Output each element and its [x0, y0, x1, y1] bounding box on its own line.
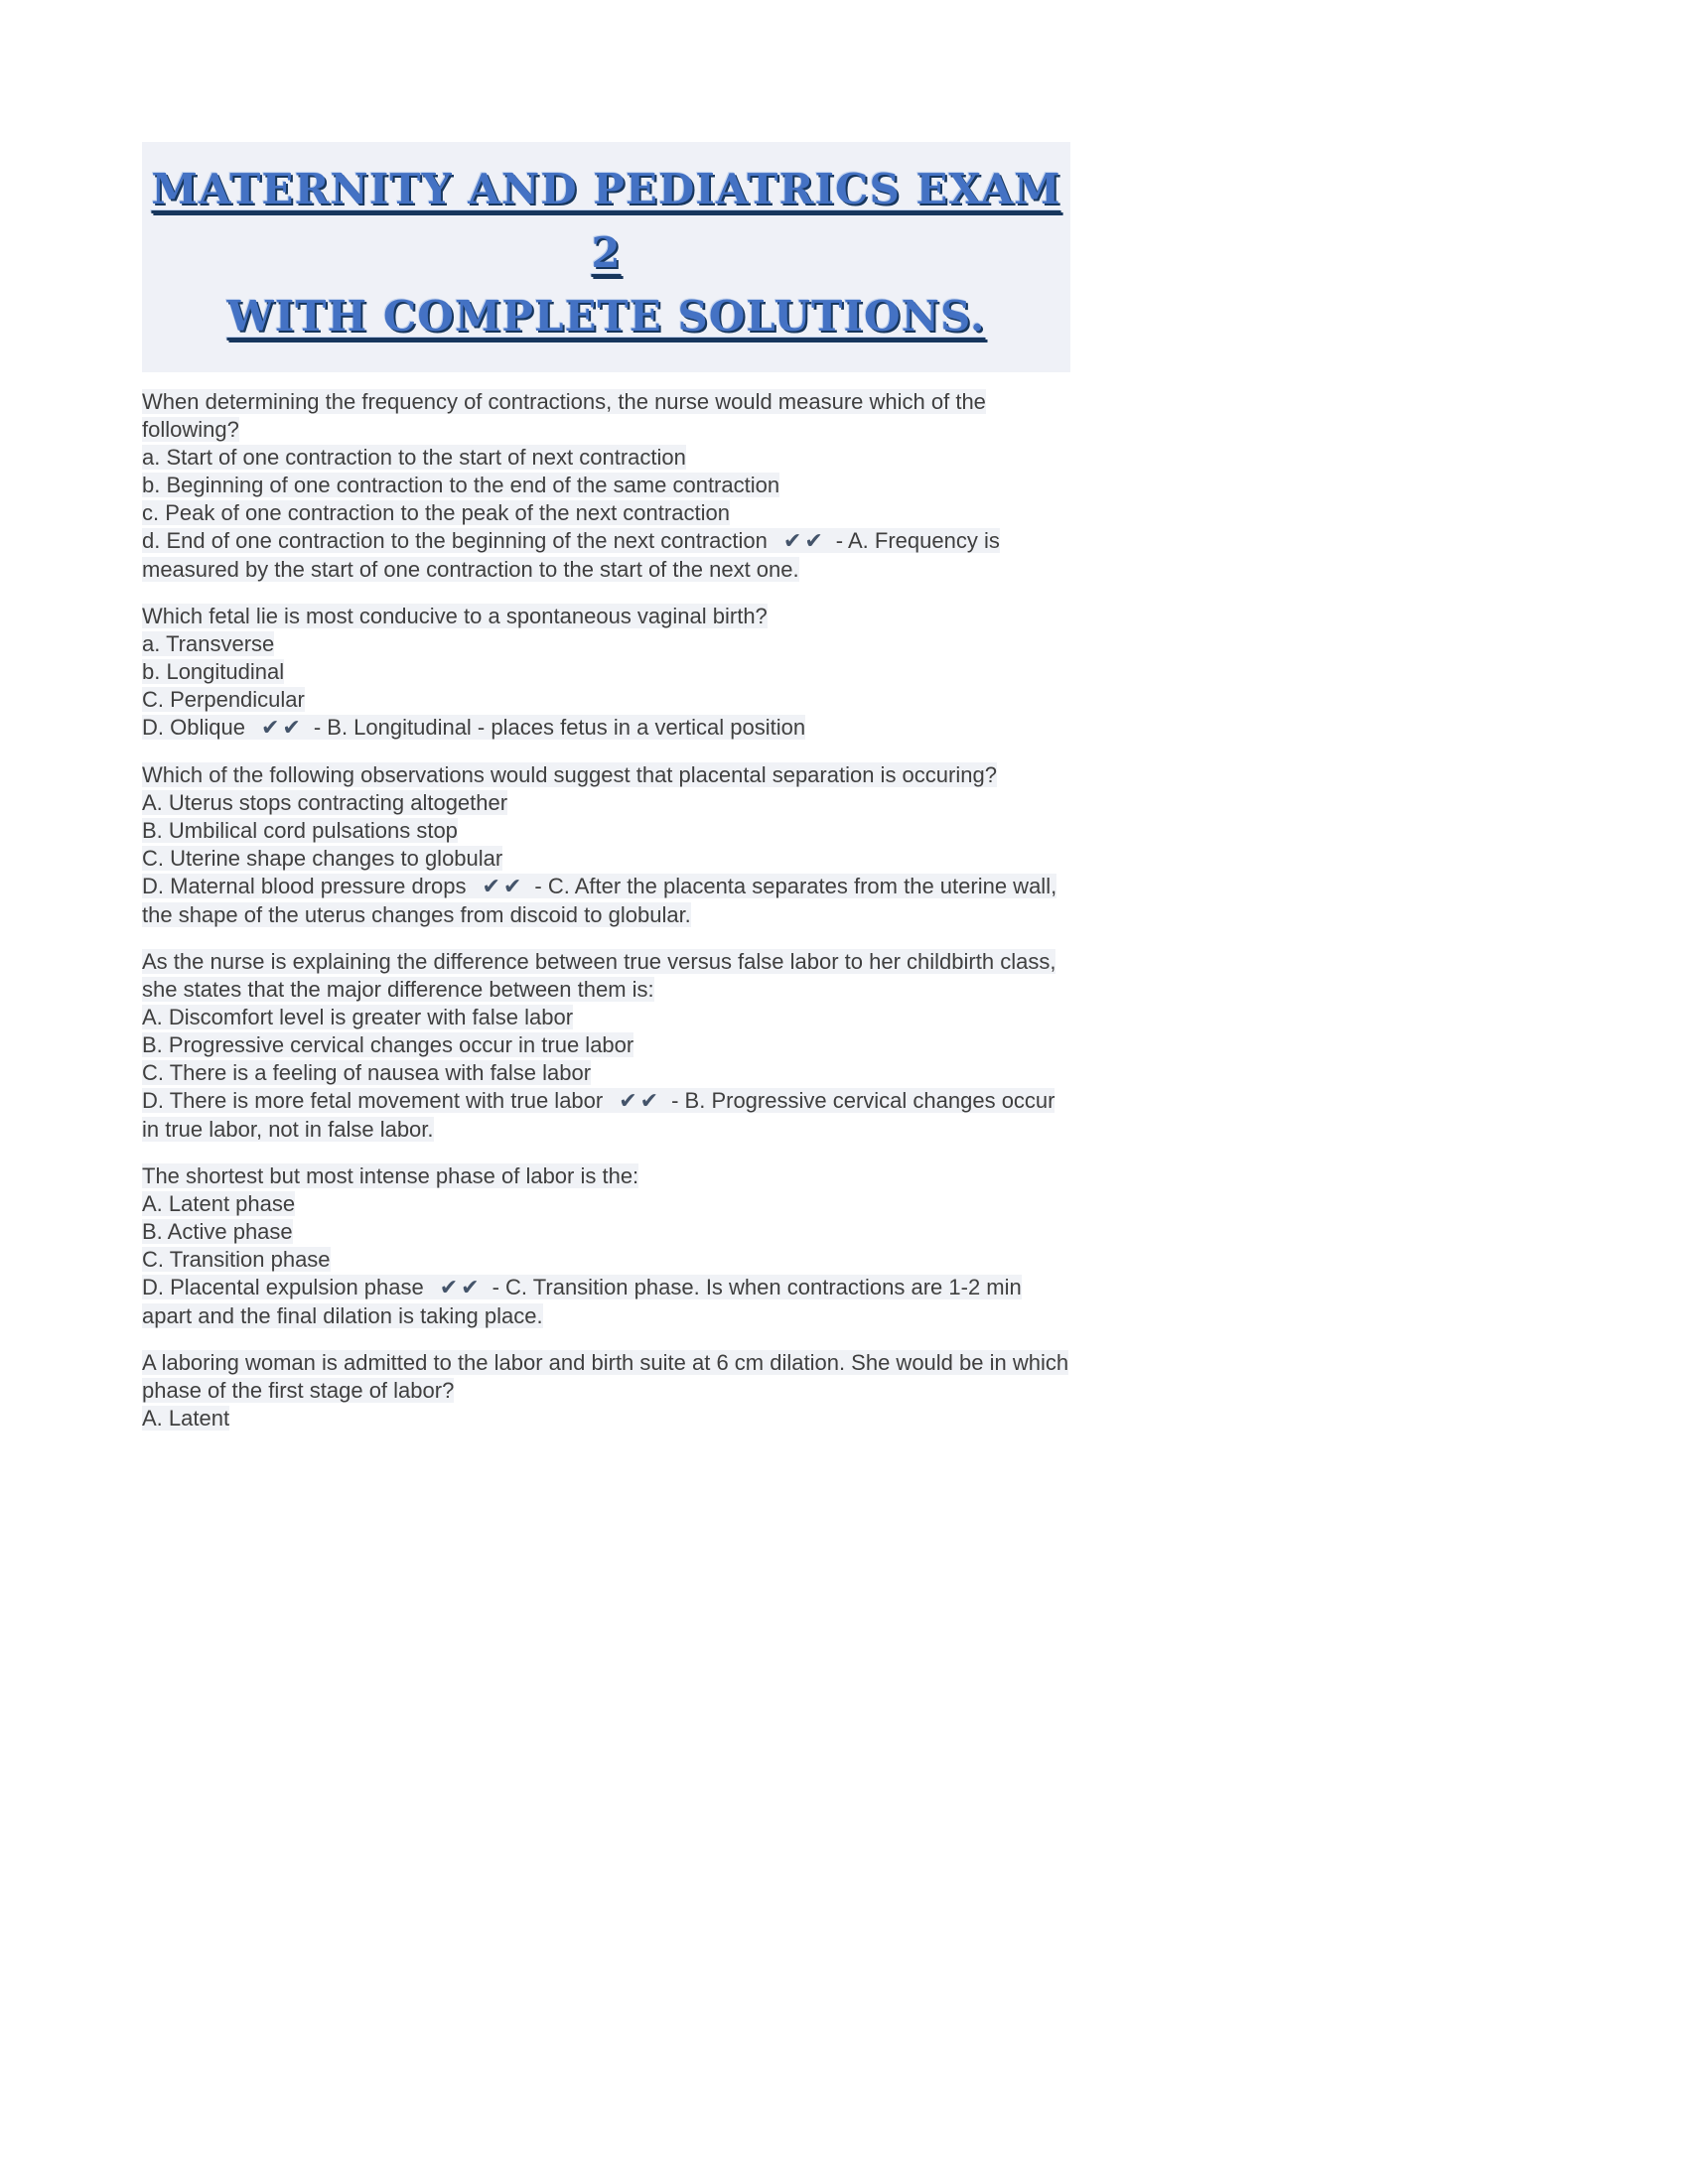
- option-line: D. There is more fetal movement with true labor: [142, 1088, 604, 1113]
- question-block: [142, 1162, 1070, 1330]
- answer-line: [142, 715, 805, 740]
- answer-line: [142, 528, 1000, 582]
- option-line: b. Longitudinal: [142, 659, 285, 684]
- option-line: a. Start of one contraction to the start of next contraction: [142, 445, 686, 470]
- document-title-line-2: WITH COMPLETE SOLUTIONS.: [226, 292, 986, 341]
- correct-answer-checkmark-icon: ✔✔: [260, 716, 304, 741]
- question-text: As the nurse is explaining the difference between true versus false labor to her childbirth class, she states that the major difference between them is:: [142, 949, 1056, 1002]
- question-block: [142, 388, 1070, 584]
- correct-answer-checkmark-icon: ✔✔: [482, 875, 525, 899]
- answer-text: - A. Frequency is measured by the start of one contraction to the start of the next one.: [142, 528, 1000, 582]
- option-line: C. Perpendicular: [142, 687, 305, 712]
- correct-answer-checkmark-icon: ✔✔: [782, 529, 826, 554]
- question-text: A laboring woman is admitted to the labor and birth suite at 6 cm dilation. She would be in which phase of the first stage of labor?: [142, 1350, 1069, 1403]
- option-line: D. Oblique: [142, 715, 245, 740]
- option-line: d. End of one contraction to the beginning of the next contraction: [142, 528, 768, 553]
- correct-answer-checkmark-icon: ✔✔: [619, 1089, 662, 1114]
- option-line: D. Maternal blood pressure drops: [142, 874, 467, 898]
- correct-answer-checkmark-icon: ✔✔: [439, 1276, 483, 1300]
- option-line: a. Transverse: [142, 631, 275, 656]
- questions-container: [142, 388, 1070, 1433]
- question-block: [142, 761, 1070, 929]
- option-line: C. Uterine shape changes to globular: [142, 846, 503, 871]
- question-text: When determining the frequency of contractions, the nurse would measure which of the following?: [142, 389, 986, 442]
- option-line: C. There is a feeling of nausea with false labor: [142, 1060, 592, 1085]
- title-block: [142, 142, 1070, 372]
- option-line: c. Peak of one contraction to the peak of the next contraction: [142, 500, 730, 525]
- answer-text: - B. Progressive cervical changes occur in true labor, not in false labor.: [142, 1088, 1055, 1142]
- answer-line: [142, 1275, 1022, 1328]
- option-line: A. Discomfort level is greater with false labor: [142, 1005, 574, 1029]
- document-content: [142, 142, 1070, 1451]
- option-line: b. Beginning of one contraction to the end of the same contraction: [142, 473, 780, 497]
- document-title-line-1: MATERNITY AND PEDIATRICS EXAM 2: [151, 165, 1061, 277]
- answer-text: - B. Longitudinal - places fetus in a vertical position: [313, 715, 806, 740]
- option-line: B. Progressive cervical changes occur in true labor: [142, 1032, 634, 1057]
- question-block: [142, 603, 1070, 743]
- option-line: A. Uterus stops contracting altogether: [142, 790, 508, 815]
- question-text: The shortest but most intense phase of labor is the:: [142, 1163, 639, 1188]
- question-text: Which fetal lie is most conducive to a spontaneous vaginal birth?: [142, 604, 768, 628]
- option-line: B. Umbilical cord pulsations stop: [142, 818, 458, 843]
- option-line: A. Latent: [142, 1406, 230, 1431]
- question-block: [142, 1349, 1070, 1433]
- question-text: Which of the following observations would suggest that placental separation is occuring?: [142, 762, 997, 787]
- answer-line: [142, 874, 1056, 927]
- option-line: C. Transition phase: [142, 1247, 331, 1272]
- option-line: A. Latent phase: [142, 1191, 296, 1216]
- option-line: B. Active phase: [142, 1219, 293, 1244]
- question-block: [142, 948, 1070, 1144]
- answer-text: - C. After the placenta separates from the uterine wall, the shape of the uterus changes from discoid to globular.: [142, 874, 1057, 927]
- option-line: D. Placental expulsion phase: [142, 1275, 424, 1299]
- answer-line: [142, 1088, 1055, 1142]
- answer-text: - C. Transition phase. Is when contractions are 1-2 min apart and the final dilation is taking place.: [142, 1275, 1022, 1328]
